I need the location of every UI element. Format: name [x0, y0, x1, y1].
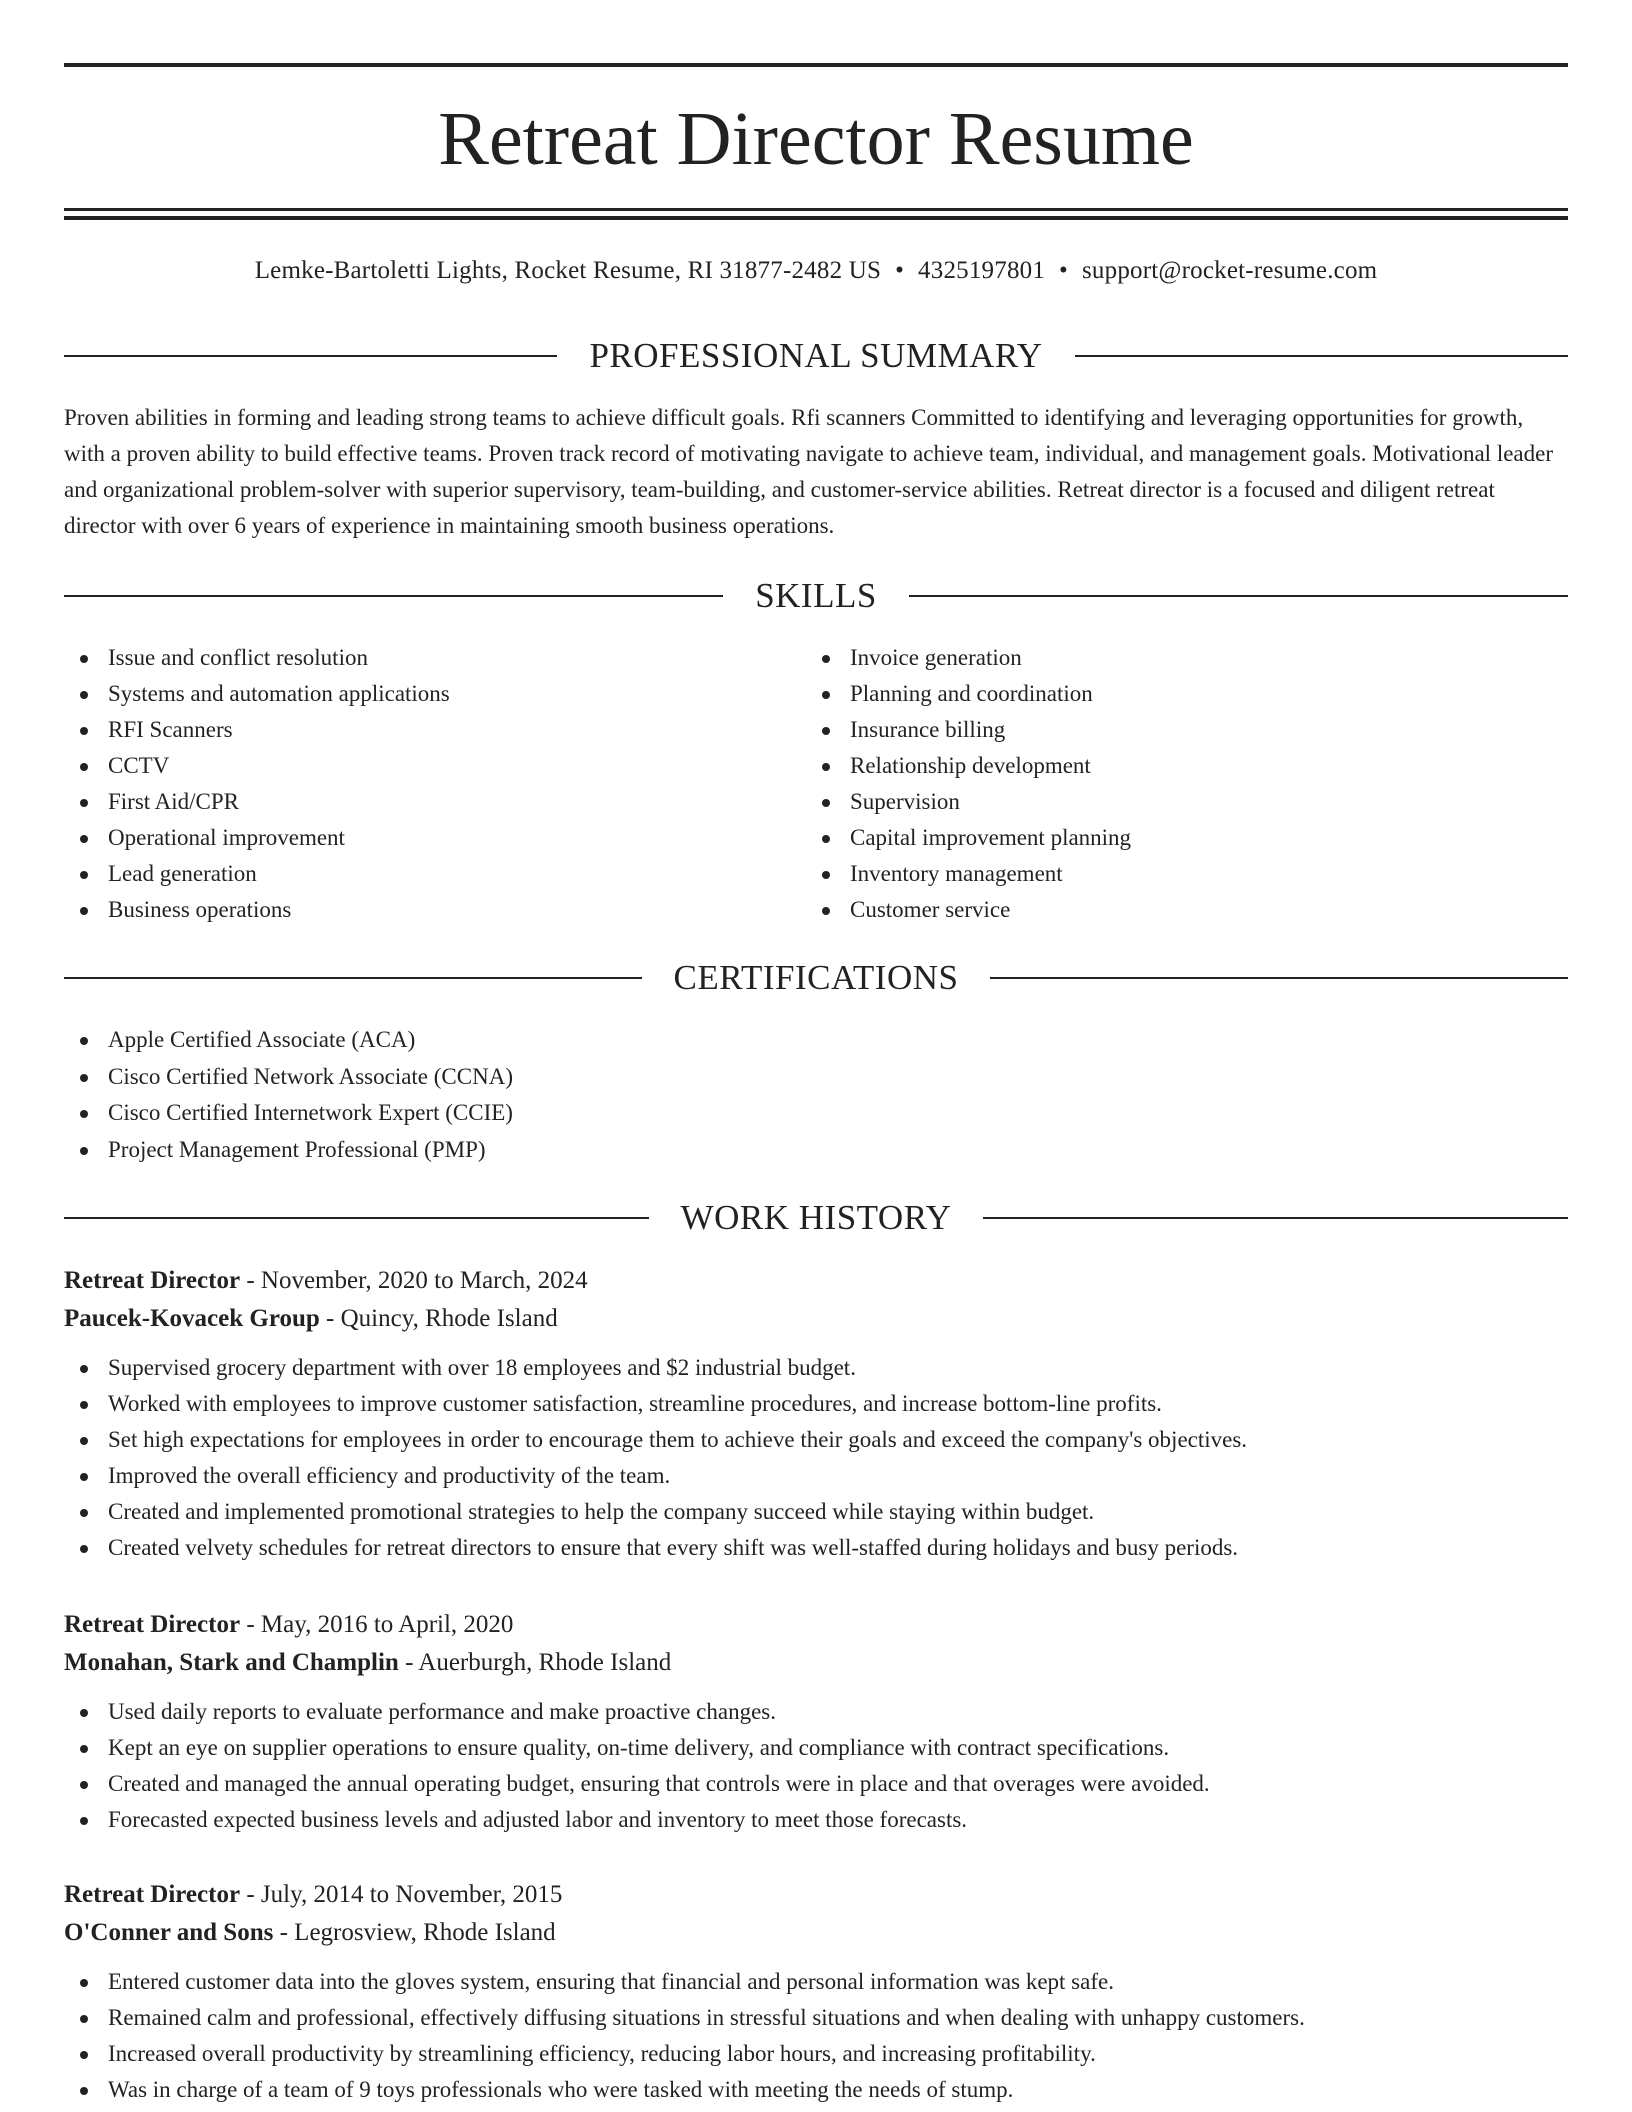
section-rule-right	[990, 977, 1568, 979]
job-entry	[64, 1262, 1568, 1566]
job-bullets	[64, 1964, 1568, 2108]
certifications-list	[64, 1022, 1568, 1168]
skill-item: Business operations	[64, 892, 804, 928]
job-bullet: Set high expectations for employees in order to encourage them to achieve their goals and exceed the company's objectives.	[64, 1422, 1568, 1458]
section-rule-left	[64, 1217, 649, 1219]
job-location: - Legrosview, Rhode Island	[273, 1919, 556, 1946]
contact-email: support@rocket-resume.com	[1082, 257, 1378, 284]
certification-item: Apple Certified Associate (ACA)	[64, 1022, 1568, 1059]
section-rule-right	[1075, 355, 1568, 357]
contact-separator: •	[895, 257, 905, 284]
skill-item: Capital improvement planning	[806, 820, 1566, 856]
skill-item: Supervision	[806, 784, 1566, 820]
job-company: Monahan, Stark and Champlin	[64, 1649, 399, 1676]
job-entry	[64, 1876, 1568, 2108]
job-location: - Auerburgh, Rhode Island	[398, 1649, 672, 1676]
section-title-work-history: WORK HISTORY	[680, 1198, 952, 1237]
job-company: O'Conner and Sons	[64, 1919, 274, 1946]
job-entry	[64, 1606, 1568, 1838]
job-title: Retreat Director	[64, 1267, 241, 1294]
job-title-line	[64, 1876, 1568, 1914]
skill-item: Lead generation	[64, 856, 804, 892]
summary-paragraph: Proven abilities in forming and leading strong teams to achieve difficult goals. Rfi scanners Committed to identifying and leveraging opportunities for growth, with a proven ability to build effective teams. Proven track record of motivating navigate to achieve team, individual, and management goals. Motivational leader and organizational problem-solver with superior supervisory, team-building, and customer-service abilities. Retreat director is a focused and diligent retreat director with over 6 years of experience in maintaining smooth business operations.	[64, 405, 1553, 538]
job-bullet: Created and implemented promotional strategies to help the company succeed while staying within budget.	[64, 1494, 1568, 1530]
header-top-rule	[64, 63, 1568, 67]
job-bullet: Forecasted expected business levels and adjusted labor and inventory to meet those forecasts.	[64, 1802, 1568, 1838]
section-rule-right	[909, 595, 1568, 597]
section-header-summary	[64, 334, 1568, 378]
skill-item: Operational improvement	[64, 820, 804, 856]
job-dates: - May, 2016 to April, 2020	[240, 1611, 514, 1638]
contact-separator: •	[1059, 257, 1068, 284]
skill-item: Inventory management	[806, 856, 1566, 892]
section-rule-left	[64, 595, 723, 597]
skill-item: Insurance billing	[806, 712, 1566, 748]
job-bullet: Was in charge of a team of 9 toys professionals who were tasked with meeting the needs of stump.	[64, 2072, 1568, 2108]
job-company-line	[64, 1644, 1568, 1682]
page-title: Retreat Director Resume	[438, 97, 1194, 181]
contact-phone: 4325197801	[918, 257, 1046, 284]
certification-item: Cisco Certified Internetwork Expert (CCIE)	[64, 1095, 1568, 1132]
skill-item: First Aid/CPR	[64, 784, 804, 820]
job-location: - Quincy, Rhode Island	[319, 1305, 558, 1332]
job-bullet: Improved the overall efficiency and productivity of the team.	[64, 1458, 1568, 1494]
contact-address: Lemke-Bartoletti Lights, Rocket Resume, RI 31877-2482 US	[254, 257, 882, 284]
skill-item: Relationship development	[806, 748, 1566, 784]
job-title-line	[64, 1262, 1568, 1300]
job-bullet: Entered customer data into the gloves system, ensuring that financial and personal information was kept safe.	[64, 1964, 1568, 2000]
job-bullets	[64, 1350, 1568, 1566]
job-bullet: Supervised grocery department with over 18 employees and $2 industrial budget.	[64, 1350, 1568, 1386]
job-bullet: Increased overall productivity by streamlining efficiency, reducing labor hours, and increasing profitability.	[64, 2036, 1568, 2072]
skill-item: Invoice generation	[806, 640, 1566, 676]
contact-line	[64, 255, 1568, 287]
skill-item: RFI Scanners	[64, 712, 804, 748]
section-title-summary: PROFESSIONAL SUMMARY	[589, 336, 1043, 375]
job-company: Paucek-Kovacek Group	[64, 1305, 320, 1332]
section-header-work-history	[64, 1196, 1568, 1240]
skills-list-right	[806, 640, 1566, 928]
job-bullets	[64, 1694, 1568, 1838]
skill-item: Customer service	[806, 892, 1566, 928]
job-bullet: Used daily reports to evaluate performance and make proactive changes.	[64, 1694, 1568, 1730]
certification-item: Project Management Professional (PMP)	[64, 1132, 1568, 1169]
certification-item: Cisco Certified Network Associate (CCNA)	[64, 1059, 1568, 1096]
job-bullet: Worked with employees to improve customer satisfaction, streamline procedures, and increase bottom-line profits.	[64, 1386, 1568, 1422]
section-rule-left	[64, 977, 642, 979]
skill-item: CCTV	[64, 748, 804, 784]
header-double-rule-lower	[64, 216, 1568, 220]
job-dates: - November, 2020 to March, 2024	[240, 1267, 588, 1294]
section-title-skills: SKILLS	[755, 576, 877, 615]
job-bullet: Created and managed the annual operating budget, ensuring that controls were in place and that overages were avoided.	[64, 1766, 1568, 1802]
job-bullet: Kept an eye on supplier operations to ensure quality, on-time delivery, and compliance with contract specifications.	[64, 1730, 1568, 1766]
skills-list-left	[64, 640, 804, 928]
job-bullet: Created velvety schedules for retreat directors to ensure that every shift was well-staffed during holidays and busy periods.	[64, 1530, 1568, 1566]
header-double-rule-upper	[64, 208, 1568, 211]
job-dates: - July, 2014 to November, 2015	[240, 1881, 563, 1908]
job-company-line	[64, 1300, 1568, 1338]
job-title: Retreat Director	[64, 1611, 241, 1638]
job-bullet: Remained calm and professional, effectively diffusing situations in stressful situations and when dealing with unhappy customers.	[64, 2000, 1568, 2036]
skill-item: Issue and conflict resolution	[64, 640, 804, 676]
job-title: Retreat Director	[64, 1881, 241, 1908]
section-title-certifications: CERTIFICATIONS	[673, 958, 959, 997]
job-company-line	[64, 1914, 1568, 1952]
section-header-skills	[64, 574, 1568, 618]
job-title-line	[64, 1606, 1568, 1644]
skill-item: Planning and coordination	[806, 676, 1566, 712]
section-rule-right	[983, 1217, 1568, 1219]
section-header-certifications	[64, 956, 1568, 1000]
section-rule-left	[64, 355, 557, 357]
skill-item: Systems and automation applications	[64, 676, 804, 712]
